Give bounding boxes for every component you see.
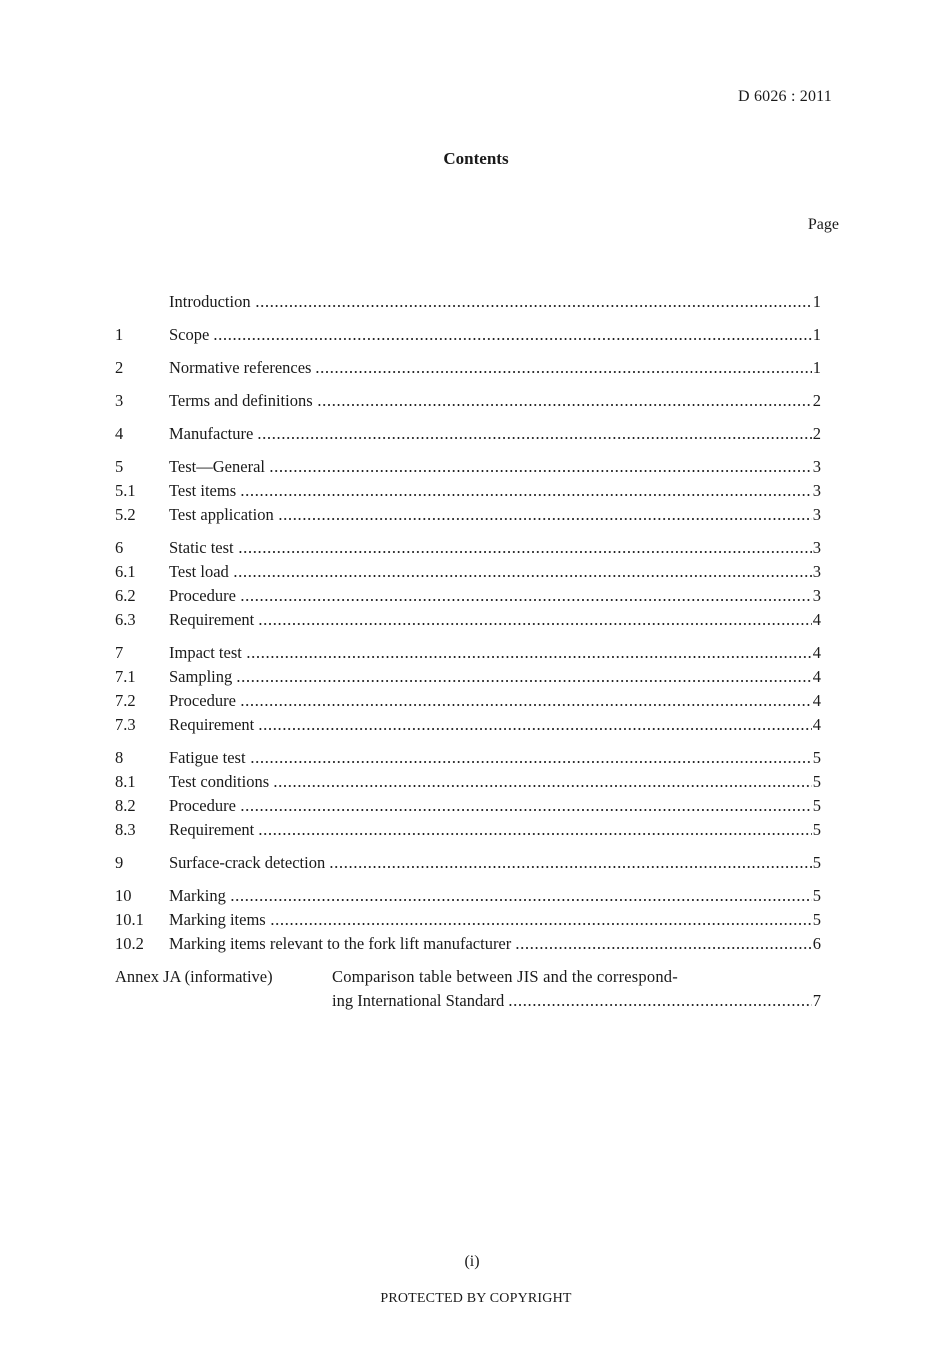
dot-leader (273, 785, 812, 787)
dot-leader (258, 623, 812, 625)
toc-entry-number: 3 (115, 391, 124, 410)
dot-leader (240, 704, 812, 706)
toc-group (115, 455, 821, 527)
toc-entry[interactable] (115, 794, 821, 818)
toc-entry[interactable] (115, 455, 821, 479)
toc-entry-label: Scope (169, 325, 210, 344)
toc-entry-number: 7.1 (115, 667, 136, 686)
toc-entry-label: Requirement (169, 715, 255, 734)
toc-entry-label: Requirement (169, 820, 255, 839)
toc-entry-number: 10 (115, 886, 132, 905)
dot-leader (255, 305, 812, 307)
toc-group (115, 746, 821, 842)
toc-entry-number: 6.1 (115, 562, 136, 581)
toc-entry-page: 1 (812, 325, 821, 344)
dot-leader (250, 761, 812, 763)
dot-leader (246, 656, 812, 658)
toc-entry-number: 8.3 (115, 820, 136, 839)
dot-leader (257, 437, 811, 439)
toc-entry[interactable] (115, 608, 821, 632)
toc-entry-number: 10.2 (115, 934, 144, 953)
toc-entry-label: Test load (169, 562, 229, 581)
toc-group (115, 290, 821, 314)
toc-entry-number: 6 (115, 538, 124, 557)
toc-entry-page: 6 (812, 934, 821, 953)
toc-entry[interactable] (115, 323, 821, 347)
toc-entry-label: Test—General (169, 457, 265, 476)
page-number: (i) (464, 1253, 480, 1270)
toc-entry-number: 8.2 (115, 796, 136, 815)
dot-leader (240, 599, 812, 601)
toc-entry-number: 5 (115, 457, 124, 476)
toc-entry-page: 5 (812, 796, 821, 815)
toc-entry-page: 3 (812, 538, 821, 557)
toc-entry-page: 4 (812, 691, 821, 710)
dot-leader (508, 1004, 811, 1006)
dot-leader (233, 575, 812, 577)
annex-title-line1: Comparison table between JIS and the correspond- (332, 967, 678, 986)
toc-entry[interactable] (115, 479, 821, 503)
toc-entry[interactable] (115, 560, 821, 584)
table-of-contents (115, 290, 821, 1013)
toc-entry-page: 5 (812, 748, 821, 767)
toc-group (115, 356, 821, 380)
toc-entry-number: 9 (115, 853, 124, 872)
toc-entry-label: Procedure (169, 586, 236, 605)
toc-entry[interactable] (115, 503, 821, 527)
toc-entry[interactable] (115, 713, 821, 737)
toc-entry-label: Impact test (169, 643, 242, 662)
toc-entry-label: Marking items relevant to the fork lift manufacturer (169, 934, 512, 953)
page-title: Contents (443, 149, 509, 168)
toc-entry-number: 5.2 (115, 505, 136, 524)
toc-entry-page: 3 (812, 562, 821, 581)
toc-entry-page: 2 (812, 424, 821, 443)
toc-entry[interactable] (115, 356, 821, 380)
toc-entry[interactable] (115, 389, 821, 413)
annex-page: 7 (812, 991, 821, 1010)
toc-entry[interactable] (115, 665, 821, 689)
copyright-notice: PROTECTED BY COPYRIGHT (380, 1291, 572, 1306)
toc-entry-number: 2 (115, 358, 124, 377)
toc-entry-label: Test conditions (169, 772, 270, 791)
toc-entry-label: Requirement (169, 610, 255, 629)
toc-entry-page: 4 (812, 715, 821, 734)
dot-leader (278, 518, 812, 520)
toc-entry-number: 1 (115, 325, 124, 344)
toc-entry[interactable] (115, 908, 821, 932)
toc-entry-number: 5.1 (115, 481, 136, 500)
dot-leader (238, 551, 812, 553)
toc-entry-number: 6.2 (115, 586, 136, 605)
toc-annex-entry[interactable] (115, 965, 821, 1013)
toc-entry-label: Marking (169, 886, 226, 905)
toc-entry[interactable] (115, 422, 821, 446)
toc-entry-label: Test application (169, 505, 274, 524)
toc-entry-number: 7 (115, 643, 124, 662)
page-column-label: Page (807, 216, 839, 233)
toc-entry-label: Fatigue test (169, 748, 246, 767)
toc-entry-page: 5 (812, 772, 821, 791)
toc-entry[interactable] (115, 536, 821, 560)
toc-group (115, 389, 821, 413)
dot-leader (329, 866, 812, 868)
toc-group (115, 536, 821, 632)
annex-designation: Annex JA (informative) (115, 967, 273, 986)
toc-entry-page: 5 (812, 886, 821, 905)
annex-title-line2 (332, 989, 821, 1013)
toc-entry-number: 10.1 (115, 910, 144, 929)
toc-entry[interactable] (115, 770, 821, 794)
toc-entry[interactable] (115, 290, 821, 314)
toc-group (115, 884, 821, 956)
toc-entry-number: 7.2 (115, 691, 136, 710)
annex-title-block (332, 965, 821, 1013)
toc-entry-label: Introduction (169, 292, 251, 311)
toc-entry-label: Test items (169, 481, 237, 500)
toc-entry-page: 3 (812, 457, 821, 476)
toc-entry-label: Sampling (169, 667, 233, 686)
toc-entry-label: Terms and definitions (169, 391, 313, 410)
toc-entry-label: Normative references (169, 358, 312, 377)
dot-leader (515, 947, 811, 949)
toc-entry[interactable] (115, 884, 821, 908)
document-id: D 6026 : 2011 (737, 88, 832, 105)
dot-leader (258, 728, 812, 730)
toc-entry[interactable] (115, 746, 821, 770)
toc-entry-page: 5 (812, 853, 821, 872)
toc-group (115, 323, 821, 347)
dot-leader (315, 371, 811, 373)
toc-group (115, 641, 821, 737)
toc-group (115, 851, 821, 875)
toc-entry-label: Procedure (169, 691, 236, 710)
toc-entry-page: 3 (812, 586, 821, 605)
toc-entry-label: Manufacture (169, 424, 254, 443)
toc-entry[interactable] (115, 641, 821, 665)
toc-entry-page: 1 (812, 358, 821, 377)
toc-entry-number: 8 (115, 748, 124, 767)
toc-entry-page: 4 (812, 667, 821, 686)
toc-entry-page: 4 (812, 610, 821, 629)
toc-entry-page: 4 (812, 643, 821, 662)
toc-entry[interactable] (115, 932, 821, 956)
toc-group (115, 422, 821, 446)
toc-entry[interactable] (115, 689, 821, 713)
toc-entry-number: 8.1 (115, 772, 136, 791)
toc-entry-number: 6.3 (115, 610, 136, 629)
dot-leader (236, 680, 811, 682)
annex-title-line2-text: ing International Standard (332, 991, 505, 1010)
dot-leader (317, 404, 812, 406)
toc-entry-page: 1 (812, 292, 821, 311)
dot-leader (240, 494, 812, 496)
toc-entry-label: Procedure (169, 796, 236, 815)
toc-entry-page: 2 (812, 391, 821, 410)
dot-leader (258, 833, 812, 835)
toc-entry-page: 5 (812, 820, 821, 839)
toc-entry-page: 3 (812, 481, 821, 500)
toc-entry-number: 4 (115, 424, 124, 443)
toc-entry[interactable] (115, 851, 821, 875)
toc-entry-label: Surface-crack detection (169, 853, 326, 872)
dot-leader (230, 899, 812, 901)
toc-entry-label: Marking items (169, 910, 266, 929)
dot-leader (269, 470, 812, 472)
dot-leader (270, 923, 812, 925)
toc-entry-page: 5 (812, 910, 821, 929)
dot-leader (213, 338, 811, 340)
toc-entry-number: 7.3 (115, 715, 136, 734)
toc-entry-page: 3 (812, 505, 821, 524)
toc-entry[interactable] (115, 818, 821, 842)
toc-entry[interactable] (115, 584, 821, 608)
toc-entry-label: Static test (169, 538, 234, 557)
dot-leader (240, 809, 812, 811)
